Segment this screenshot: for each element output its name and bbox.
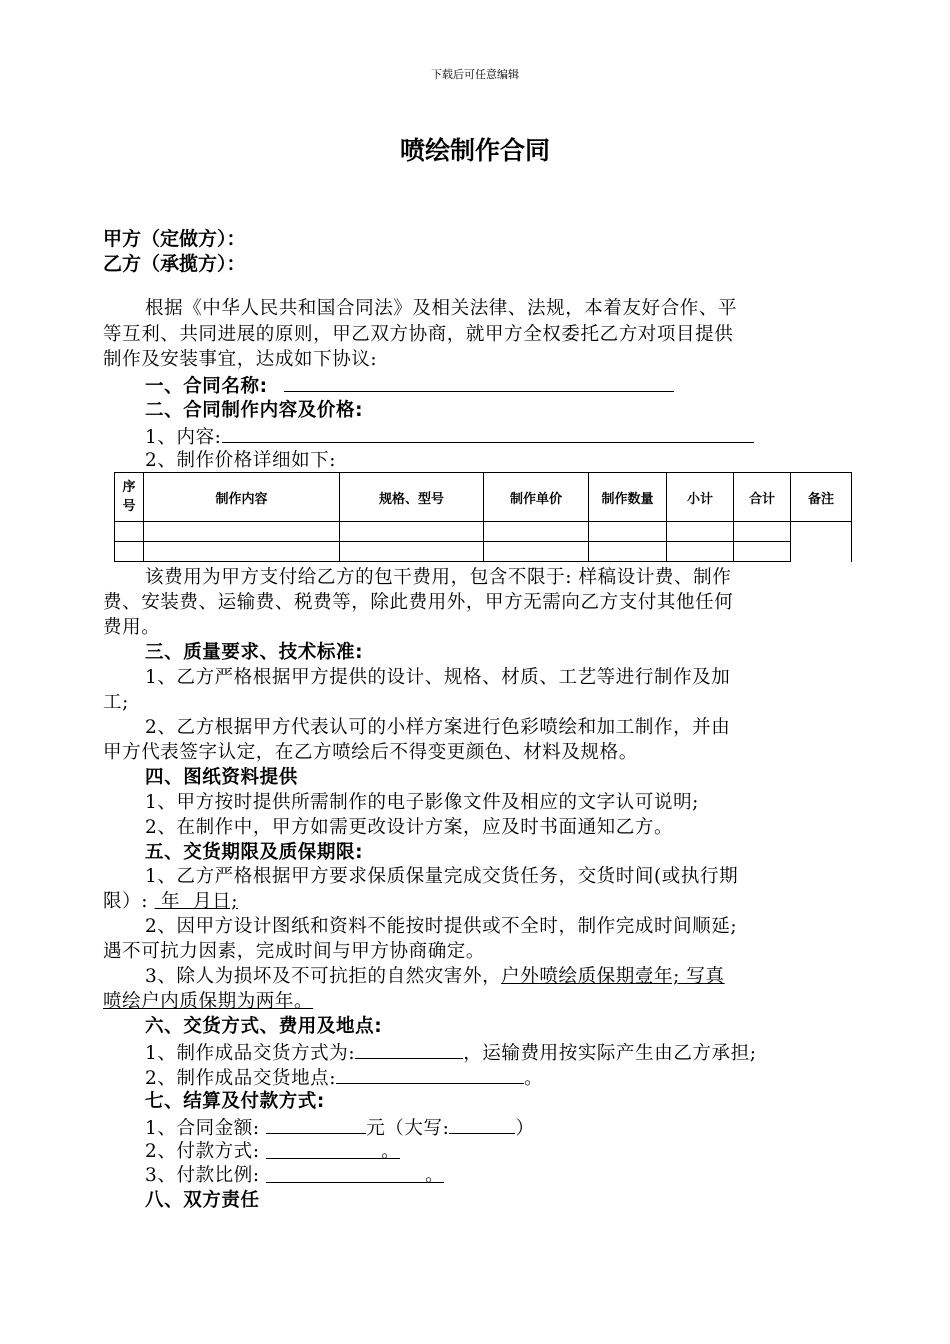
delivery-method-suffix: ，运输费用按实际产生由乙方承担;: [463, 1043, 757, 1064]
content-label: 1、内容:: [145, 427, 222, 448]
col-quantity-header: 制作数量: [589, 473, 667, 522]
delivery-place-label: 2、制作成品交货地点:: [145, 1068, 337, 1089]
table-cell[interactable]: [589, 522, 667, 542]
delivery-method-blank[interactable]: [355, 1039, 463, 1059]
price-table-header-row: [115, 473, 852, 522]
section-3-item-1a: 1、乙方严格根据甲方提供的设计、规格、材质、工艺等进行制作及加: [145, 667, 731, 688]
document-title: 喷绘制作合同: [399, 136, 550, 165]
delivery-method-label: 1、制作成品交货方式为:: [145, 1043, 356, 1064]
table-cell[interactable]: [484, 522, 589, 542]
table-cell[interactable]: [667, 542, 734, 562]
section-5-item-1a: 1、乙方严格根据甲方要求保质保量完成交货任务，交货时间(或执行期: [145, 866, 739, 887]
amount-uppercase-blank[interactable]: [449, 1114, 515, 1134]
col-seq-label: 序 号: [122, 480, 136, 514]
table-cell[interactable]: [340, 542, 484, 562]
section-7-item-2: [145, 1139, 400, 1165]
section-3-item-2b: 甲方代表签字认定，在乙方喷绘后不得变更颜色、材料及规格。: [103, 742, 638, 763]
fee-line-1: 该费用为甲方支付给乙方的包干费用，包含不限于: 样稿设计费、制作: [145, 567, 732, 588]
deadline-date-field[interactable]: 年 月日;: [154, 891, 239, 912]
col-unit-price-header: 制作单价: [484, 473, 589, 522]
payment-ratio-label: 3、付款比例:: [145, 1165, 260, 1186]
warranty-prefix: 3、除人为损坏及不可抗拒的自然灾害外，: [145, 966, 502, 987]
section-1-title: 一、合同名称:: [145, 376, 268, 397]
watermark-header: 下载后可任意编辑: [431, 68, 519, 81]
price-table: [114, 472, 852, 562]
col-seq-header: [115, 473, 144, 522]
table-cell[interactable]: [791, 522, 852, 562]
section-7-title: 七、结算及付款方式:: [145, 1091, 325, 1112]
fee-line-3: 费用。: [103, 617, 161, 638]
section-8-title: 八、双方责任: [145, 1190, 260, 1211]
amount-close: ）: [515, 1118, 535, 1139]
intro-line-2: 等互利、共同进展的原则，甲乙双方协商，就甲方全权委托乙方对项目提供: [103, 324, 734, 345]
intro-line-3: 制作及安装事宜，达成如下协议:: [103, 349, 378, 370]
contract-name-blank[interactable]: [284, 372, 674, 392]
party-b-label: 乙方（承揽方）：: [103, 253, 246, 275]
fee-line-2: 费、安装费、运输费、税费等，除此费用外，甲方无需向乙方支付其他任何: [103, 592, 734, 613]
section-1: [145, 372, 674, 400]
table-cell[interactable]: [144, 522, 340, 542]
content-blank[interactable]: [222, 423, 754, 443]
section-6-item-1: [145, 1039, 757, 1067]
col-content-header: 制作内容: [144, 473, 340, 522]
section-5-item-1b: [103, 889, 238, 915]
table-cell[interactable]: [115, 522, 144, 542]
section-4-item-2: 2、在制作中，甲方如需更改设计方案，应及时书面通知乙方。: [145, 817, 674, 838]
table-cell[interactable]: [484, 542, 589, 562]
section-3-item-2a: 2、乙方根据甲方代表认可的小样方案进行色彩喷绘和加工制作，并由: [145, 717, 731, 738]
section-7-item-3: [145, 1163, 444, 1189]
col-remark-header: 备注: [791, 473, 852, 522]
party-a-label: 甲方（定做方）：: [103, 228, 246, 250]
col-spec-header: 规格、型号: [340, 473, 484, 522]
section-6-title: 六、交货方式、费用及地点:: [145, 1016, 383, 1037]
table-cell[interactable]: [340, 522, 484, 542]
table-cell[interactable]: [734, 542, 791, 562]
section-5-item-2b: 遇不可抗力因素，完成时间与甲方协商确定。: [103, 941, 486, 962]
section-5-item-3b: 喷绘户内质保期为两年。: [103, 991, 314, 1012]
warranty-outdoor: 户外喷绘质保期壹年; 写真: [501, 966, 725, 987]
table-cell[interactable]: [667, 522, 734, 542]
col-total-header: 合计: [734, 473, 791, 522]
amount-label: 1、合同金额:: [145, 1118, 260, 1139]
section-7-item-1: [145, 1114, 535, 1142]
payment-ratio-suffix: 。: [425, 1165, 445, 1186]
section-4-title: 四、图纸资料提供: [145, 767, 298, 788]
payment-method-label: 2、付款方式:: [145, 1141, 260, 1162]
section-5-item-3a: [145, 964, 725, 990]
table-cell[interactable]: [115, 542, 144, 562]
delivery-place-blank[interactable]: [336, 1064, 524, 1084]
section-3-item-1b: 工;: [103, 692, 129, 713]
table-cell[interactable]: [144, 542, 340, 562]
section-3-title: 三、质量要求、技术标准:: [145, 642, 364, 663]
payment-method-blank[interactable]: [266, 1139, 401, 1162]
amount-unit: 元（大写:: [366, 1118, 450, 1139]
section-4-item-1: 1、甲方按时提供所需制作的电子影像文件及相应的文字认可说明;: [145, 792, 700, 813]
section-5-item-2a: 2、因甲方设计图纸和资料不能按时提供或不全时，制作完成时间顺延;: [145, 916, 738, 937]
table-cell[interactable]: [589, 542, 667, 562]
section-6-item-2: [145, 1064, 543, 1092]
table-cell[interactable]: [734, 522, 791, 542]
section-2-title: 二、合同制作内容及价格:: [145, 400, 364, 421]
intro-line-1: 根据《中华人民共和国合同法》及相关法律、法规，本着友好合作、平: [145, 298, 738, 319]
table-row: [115, 522, 852, 542]
amount-blank[interactable]: [266, 1114, 366, 1134]
delivery-place-suffix: 。: [524, 1068, 544, 1089]
col-subtotal-header: 小计: [667, 473, 734, 522]
table-row: [115, 542, 852, 562]
section-2-item-1: [145, 423, 754, 451]
payment-ratio-blank[interactable]: [266, 1163, 445, 1186]
section-5-title: 五、交货期限及质保期限:: [145, 842, 364, 863]
deadline-label: 限）:: [103, 891, 149, 912]
payment-method-suffix: 。: [381, 1141, 401, 1162]
section-2-item-2: 2、制作价格详细如下:: [145, 450, 337, 471]
